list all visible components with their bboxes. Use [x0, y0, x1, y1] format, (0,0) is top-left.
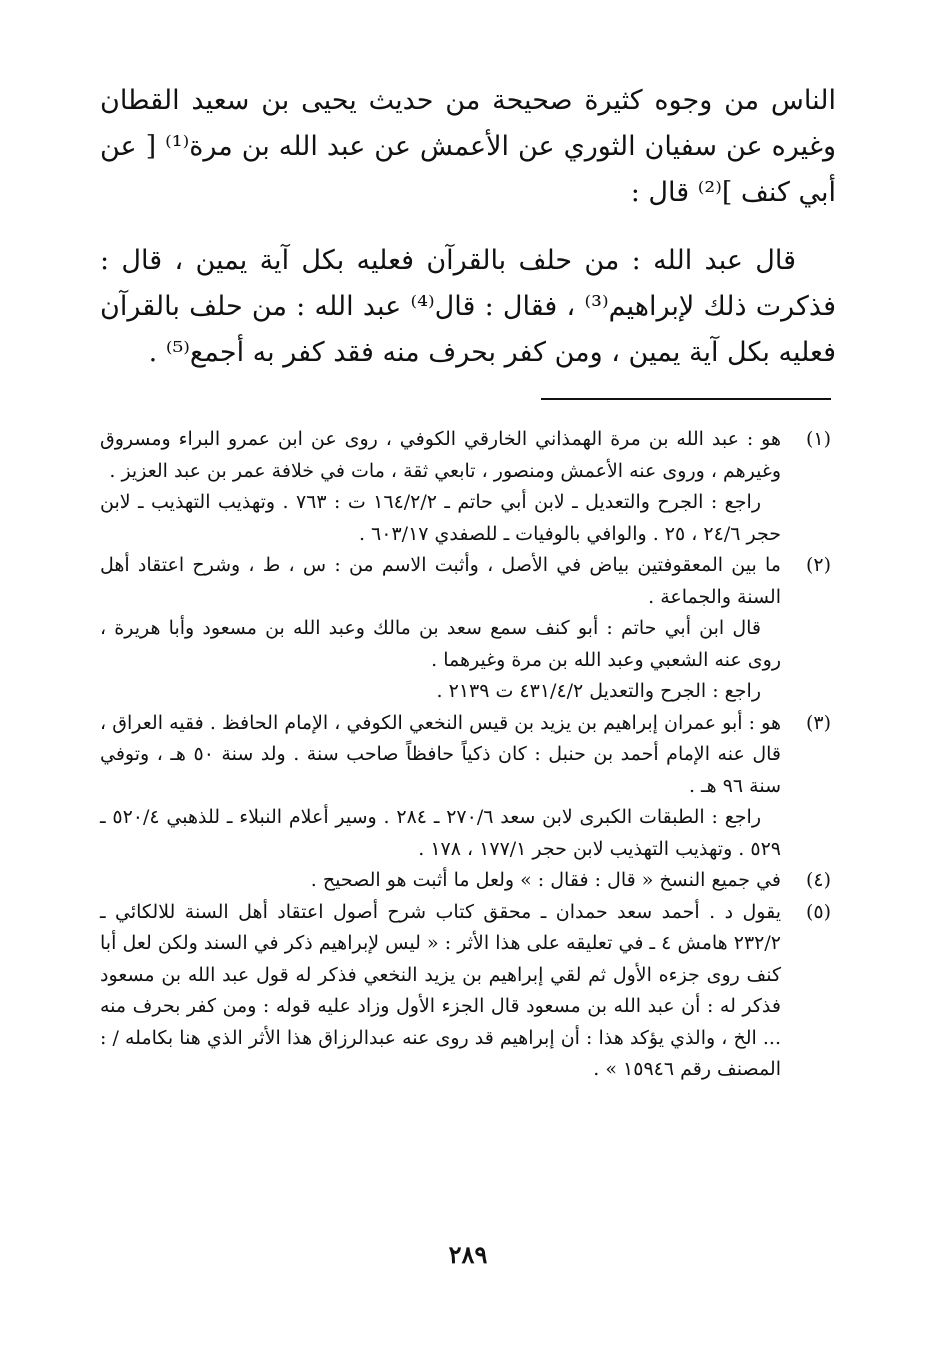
footnote-number: (٤): [805, 869, 831, 891]
footnote-number: (١): [805, 428, 831, 450]
footnote-text: هو : عبد الله بن مرة الهمذاني الخارقي الكوفي ، روى عن ابن عمرو البراء ومسروق وغيرهم ، وروى عنه الأعمش ومنصور ، تابعي ثقة ، مات في خلافة عمر بن عبد العزيز .: [100, 428, 781, 482]
footnote-text: قال ابن أبي حاتم : أبو كنف سمع سعد بن مالك وعبد الله بن مسعود وأبا هريرة ، روى عنه الشعبي وعبد الله بن مرة وغيرهما .: [100, 617, 781, 671]
main-text: [100, 78, 836, 376]
footnote-text: يقول د . أحمد سعد حمدان ـ محقق كتاب شرح أصول اعتقاد أهل السنة للالكائي ـ ٢٣٢/٢ هامش ٤ ـ في تعليقه على هذا الأثر : « ليس لإبراهيم ذكر في السند ولكن لعل أبا كنف روى جزءه الأول ثم لقي إبراهيم بن يزيد النخعي فذكر له قول عبد الله بن مسعود فذكر له : أن عبد الله بن مسعود قال الجزء الأول وزاد عليه قوله : ومن كفر بحرف منه ... الخ ، والذي يؤكد هذا : أن إبراهيم قد روى عنه عبدالرزاق هذا الأثر الذي هنا بكامله / : المصنف رقم ١٥٩٤٦ » .: [100, 900, 781, 1080]
footnote-1: [100, 424, 831, 550]
footnote-reference: راجع : الطبقات الكبرى لابن سعد ٢٧٠/٦ ـ ٢٨٤ . وسير أعلام النبلاء ـ للذهبي ٥٢٠/٤ ـ ٥٢٩ . وتهذيب التهذيب لابن حجر ١٧٧/١ ، ١٧٨ .: [100, 806, 781, 860]
footnote-reference: راجع : الجرح والتعديل ـ لابن أبي حاتم ـ ١٦٤/٢/٢ ت : ٧٦٣ . وتهذيب التهذيب ـ لابن حجر ٢٤/٦ ، ٢٥ . والوافي بالوفيات ـ للصفدي ٦٠٣/١٧ .: [100, 491, 781, 545]
footnote-5: [100, 897, 831, 1086]
footnote-text: هو : أبو عمران إبراهيم بن يزيد بن قيس النخعي الكوفي ، الإمام الحافظ . فقيه العراق ، قال عنه الإمام أحمد بن حنبل : كان ذكياً حافظاً صاحب سنة . ولد سنة ٥٠ هـ ، وتوفي سنة ٩٦ هـ .: [100, 711, 781, 797]
footnote-text: ما بين المعقوفتين بياض في الأصل ، وأثبت الاسم من : س ، ط ، وشرح اعتقاد أهل السنة والجماعة .: [100, 554, 781, 608]
footnote-text: في جميع النسخ « قال : فقال : » ولعل ما أثبت هو الصحيح .: [310, 869, 781, 891]
footnote-3: [100, 708, 831, 866]
footnote-divider: [541, 398, 831, 400]
footnote-2: [100, 550, 831, 708]
footnote-reference: راجع : الجرح والتعديل ٤٣١/٤/٢ ت ٢١٣٩ .: [436, 680, 761, 702]
quoted-report: قال عبد الله : من حلف بالقرآن فعليه بكل آية يمين ، قال : فذكرت ذلك لإبراهيم⁽³⁾ ، فقال : قال⁽⁴⁾ عبد الله : من حلف بالقرآن فعليه بكل آية يمين ، ومن كفر بحرف منه فقد كفر به أجمع⁽⁵⁾ .: [100, 245, 836, 368]
footnote-number: (٥): [805, 900, 831, 923]
footnote-number: (٢): [805, 554, 831, 576]
main-paragraph: الناس من وجوه كثيرة صحيحة من حديث يحيى بن سعيد القطان وغيره عن سفيان الثوري عن الأعمش عن عبد الله بن مرة⁽¹⁾ [ عن أبي كنف ]⁽²⁾ قال :: [100, 85, 836, 208]
footnote-number: (٣): [805, 711, 831, 734]
page-number: ٢٨٩: [448, 1240, 488, 1269]
footnotes: [100, 424, 831, 1086]
footnote-4: [100, 865, 831, 897]
